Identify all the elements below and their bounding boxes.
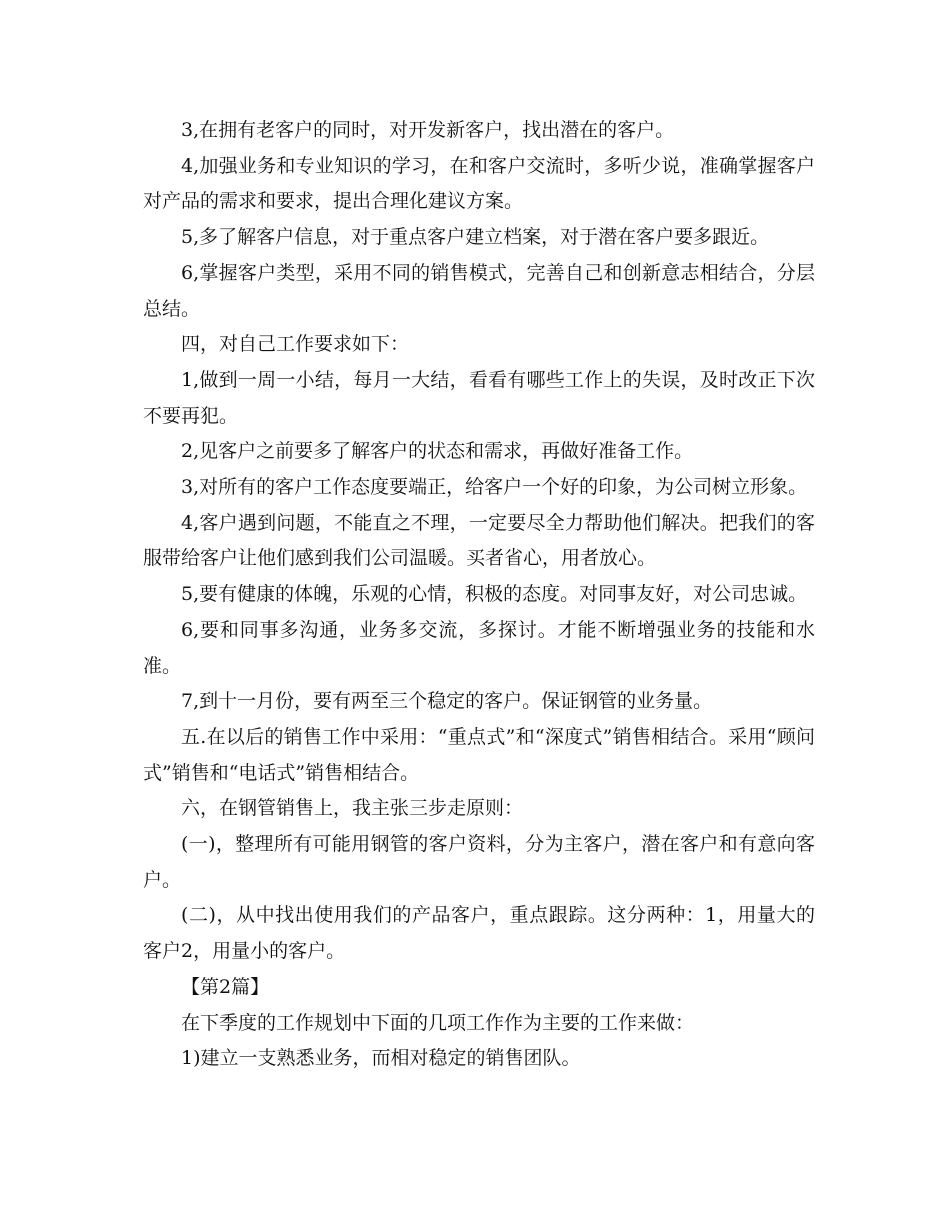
requirement-item-2: 2,见客户之前要多了解客户的状态和需求，再做好准备工作。 [181,440,694,463]
section-5-paragraph: 五.在以后的销售工作中采用：“重点式”和“深度式”销售相结合。采用“顾问式”销售和“电话式”销售相结合。 [143,725,815,784]
step-item-1: (一)，整理所有可能用钢管的客户资料，分为主客户，潜在客户和有意向客户。 [143,833,815,891]
section-heading-4: 四，对自己工作要求如下： [181,333,410,356]
step-item-2: (二)，从中找出使用我们的产品客户，重点跟踪。这分两种：1，用量大的客户2，用量小的客户。 [143,904,815,963]
requirement-item-6: 6,要和同事多沟通，业务多交流，多探讨。才能不断增强业务的技能和水准。 [143,618,815,677]
requirement-item-3: 3,对所有的客户工作态度要端正，给客户一个好的印象，为公司树立形象。 [181,476,808,499]
requirement-item-1: 1,做到一周一小结，每月一大结，看看有哪些工作上的失误，及时改正下次不要再犯。 [143,368,815,427]
plan-item-1: 1)建立一支熟悉业务，而相对稳定的销售团队。 [181,1047,581,1070]
section-heading-6: 六，在钢管销售上，我主张三步走原则： [181,797,524,820]
paragraph-item-4: 4,加强业务和专业知识的学习，在和客户交流时，多听少说，准确掌握客户对产品的需求和要求，提出合理化建议方案。 [143,154,815,213]
intro-paragraph: 在下季度的工作规划中下面的几项工作作为主要的工作来做： [181,1011,695,1034]
paragraph-item-3: 3,在拥有老客户的同时，对开发新客户，找出潜在的客户。 [181,119,675,141]
paragraph-item-5: 5,多了解客户信息，对于重点客户建立档案，对于潜在客户要多跟近。 [181,226,770,249]
paragraph-item-6: 6,掌握客户类型，采用不同的销售模式，完善自己和创新意志相结合，分层总结。 [143,261,815,320]
requirement-item-7: 7,到十一月份，要有两至三个稳定的客户。保证钢管的业务量。 [181,690,713,713]
document-page [143,113,815,1077]
requirement-item-5: 5,要有健康的体魄，乐观的心情，积极的态度。对同事友好，对公司忠诚。 [181,583,808,606]
article-heading: 【第2篇】 [181,975,270,998]
requirement-item-4: 4,客户遇到问题，不能直之不理，一定要尽全力帮助他们解决。把我们的客服带给客户让他们感到我们公司温暖。买者省心，用者放心。 [143,511,815,570]
